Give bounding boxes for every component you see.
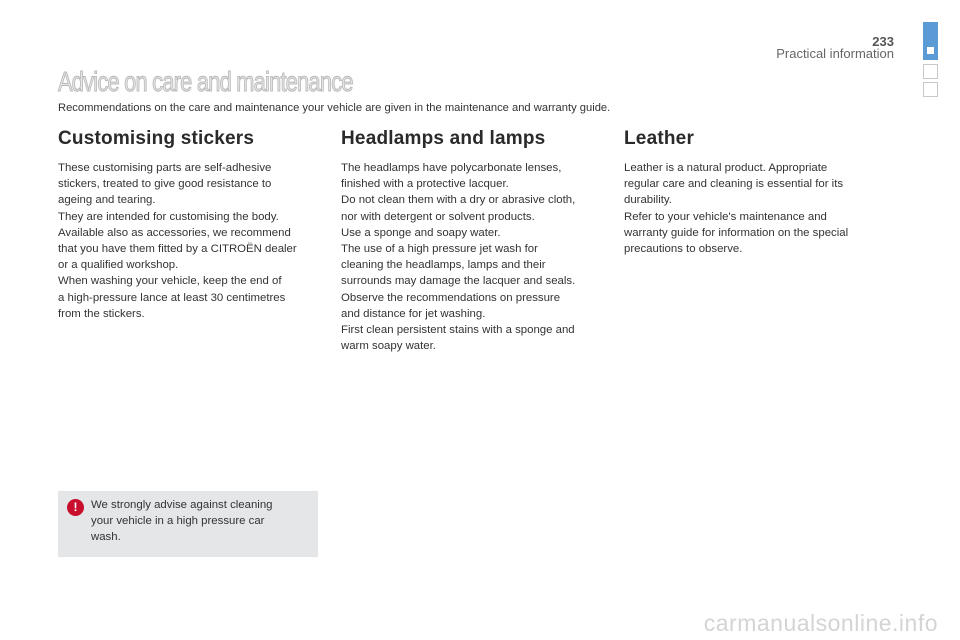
section-heading: Headlamps and lamps — [341, 128, 546, 149]
section-leather — [624, 128, 886, 257]
section-heading: Customising stickers — [58, 128, 255, 149]
warning-box — [58, 491, 318, 557]
chapter-tab[interactable] — [923, 82, 938, 97]
chapter-tab-active[interactable] — [923, 22, 938, 60]
warning-text: We strongly advise against cleaning your vehicle in a high pressure car wash. — [91, 499, 273, 544]
chapter-title: Practical information — [776, 46, 894, 61]
section-body: These customising parts are self-adhesive stickers, treated to give good resistance to ageing and tearing. They are intended for customising the body. Available also as accessories, we recommend that you have them fitted by a CITROËN dealer or a qualified workshop. When washing your vehicle, keep the end of a high-pressure lance at least 30 centimetres from the stickers. — [58, 162, 297, 320]
intro-text: Recommendations on the care and maintenance your vehicle are given in the maintenance and warranty guide. — [58, 102, 611, 114]
chapter-tab[interactable] — [923, 64, 938, 79]
section-body: Leather is a natural product. Appropriate regular care and cleaning is essential for its durability. Refer to your vehicle's maintenance and warranty guide for information on the special precautions to observe. — [624, 162, 849, 256]
page-number: 233 — [872, 34, 894, 49]
section-body: The headlamps have polycarbonate lenses, finished with a protective lacquer. Do not clean them with a dry or abrasive cloth, nor with detergent or solvent products. Use a sponge and soapy water. The use of a high pressure jet wash for cleaning the headlamps, lamps and their surrounds may damage the lacquer and seals. Observe the recommendations on pressure and distance for jet washing. First clean persistent stains with a sponge and warm soapy water. — [341, 162, 576, 353]
warning-exclamation-icon: ! — [67, 499, 84, 516]
page-title: Advice on care and maintenance — [58, 66, 353, 97]
tab-marker-icon — [927, 47, 934, 54]
section-headlamps-and-lamps — [341, 128, 603, 354]
section-customising-stickers — [58, 128, 320, 322]
watermark: carmanualsonline.info — [703, 610, 938, 636]
section-heading: Leather — [624, 128, 695, 149]
